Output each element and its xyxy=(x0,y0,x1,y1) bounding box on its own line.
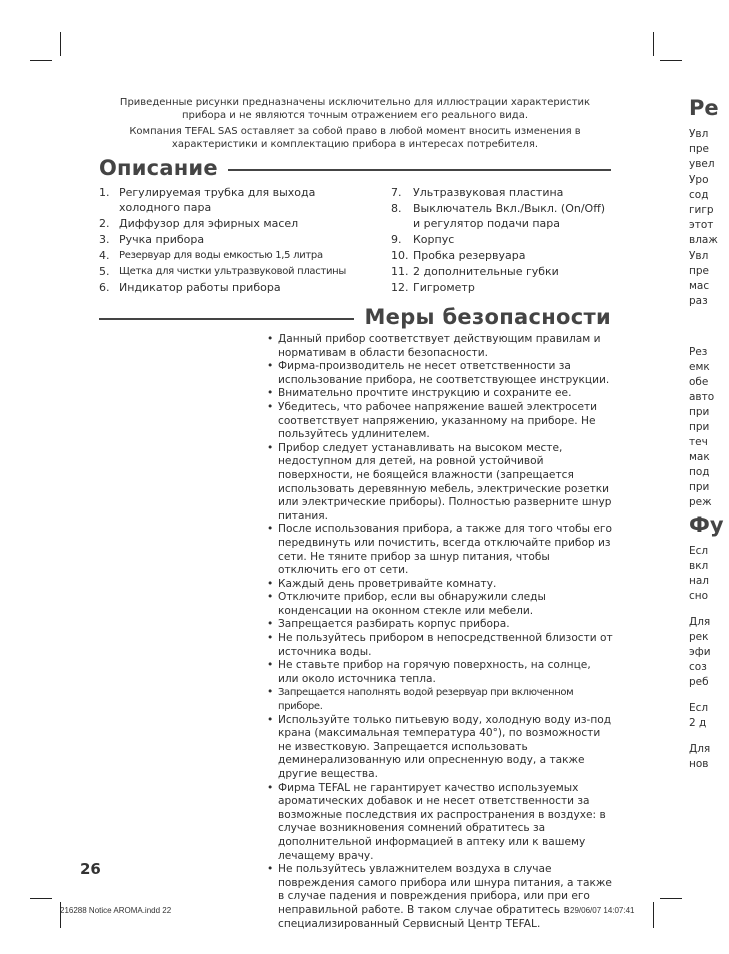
list-item xyxy=(391,201,611,231)
list-item xyxy=(99,280,359,295)
item-number: 8. xyxy=(391,202,402,215)
item-number: 6. xyxy=(99,281,110,294)
safety-text: Не пользуйтесь прибором в непосредственной близости от источника воды. xyxy=(278,632,613,658)
item-text: 2 дополнительные губки xyxy=(413,265,559,278)
next-page-line: 2 д xyxy=(689,717,707,729)
list-item xyxy=(99,264,359,279)
page-number: 26 xyxy=(80,860,101,878)
list-item xyxy=(391,248,611,263)
list-item xyxy=(99,232,359,247)
next-page-line: мак xyxy=(689,451,710,463)
safety-item xyxy=(267,618,613,632)
item-text: Гигрометр xyxy=(413,281,475,294)
heading-rule xyxy=(99,318,354,320)
next-page-line: рек xyxy=(689,631,709,643)
next-page-line: нов xyxy=(689,758,709,770)
next-page-line: увел xyxy=(689,158,715,170)
next-page-line: Увл xyxy=(689,250,709,262)
safety-text: Запрещается разбирать корпус прибора. xyxy=(278,618,510,631)
safety-item xyxy=(267,782,613,864)
safety-item xyxy=(267,578,613,592)
safety-title: Меры безопасности xyxy=(364,305,611,329)
item-text: Пробка резервуара xyxy=(413,249,526,262)
item-number: 11. xyxy=(391,265,409,278)
safety-text: Не ставьте прибор на горячую поверхность, на солнце, или около источника тепла. xyxy=(278,659,591,685)
safety-list xyxy=(267,333,613,931)
safety-text: Фирма-производитель не несет ответственности за использование прибора, не соответствующее инструкции. xyxy=(278,360,610,386)
safety-text: Данный прибор соответствует действующим правилам и нормативам в области безопасности. xyxy=(278,333,601,359)
next-page-line: эфи xyxy=(689,646,711,658)
bullet-icon: • xyxy=(267,863,274,876)
safety-item xyxy=(267,632,613,659)
item-text: Корпус xyxy=(413,233,455,246)
next-page-line: Есл xyxy=(689,702,709,714)
safety-text: Внимательно прочтите инструкцию и сохраните ее. xyxy=(278,387,572,400)
item-text: Щетка для чистки ультразвуковой пластины xyxy=(119,266,347,277)
next-page-line: этот xyxy=(689,219,714,231)
next-page-line: нал xyxy=(689,575,710,587)
list-item xyxy=(391,264,611,279)
crop-mark xyxy=(660,60,682,61)
next-page-line: при xyxy=(689,421,710,433)
safety-text: Убедитесь, что рабочее напряжение вашей электросети соответствует напряжению, указанному на приборе. Не пользуйтесь удлинителем. xyxy=(278,400,598,441)
parts-list-left xyxy=(99,185,359,296)
next-page-line: теч xyxy=(689,436,708,448)
safety-item xyxy=(267,659,613,686)
next-page-line: сод xyxy=(689,189,709,201)
item-number: 9. xyxy=(391,233,402,246)
next-page-line: Рез xyxy=(689,346,708,358)
next-page-line: влаж xyxy=(689,234,718,246)
next-page-line: мас xyxy=(689,280,710,292)
item-number: 10. xyxy=(391,249,409,262)
bullet-icon: • xyxy=(267,713,274,726)
safety-item xyxy=(267,360,613,387)
next-page-line: раз xyxy=(689,295,708,307)
bullet-icon: • xyxy=(267,360,274,373)
next-page-line: сно xyxy=(689,590,709,602)
next-page-line: Для xyxy=(689,616,711,628)
item-text: Резервуар для воды емкостью 1,5 литра xyxy=(119,250,323,261)
item-text: Регулируемая трубка для выхода холодного пара xyxy=(119,186,316,214)
item-number: 4. xyxy=(99,249,110,262)
safety-text: Каждый день проветривайте комнату. xyxy=(278,577,497,590)
item-text: Выключатель Вкл./Выкл. (On/Off) и регулятор подачи пара xyxy=(413,202,606,230)
bullet-icon: • xyxy=(267,591,274,604)
crop-mark xyxy=(660,898,682,899)
next-page-line: реж xyxy=(689,496,712,508)
bullet-icon: • xyxy=(267,659,274,672)
crop-mark xyxy=(30,898,52,899)
footer-timestamp: 29/06/07 14:07:41 xyxy=(570,906,635,915)
item-text: Ручка прибора xyxy=(119,233,205,246)
next-page-line: при xyxy=(689,406,710,418)
safety-text: Прибор следует устанавливать на высоком месте, недоступном для детей, на ровной устойчивой поверхности, не боящейся влажности (запрещается использовать деревянную мебель, электрические розетки или электрические приборы). Полностью разверните шнур питания. xyxy=(278,441,612,522)
next-page-line: при xyxy=(689,481,710,493)
next-page-line: Есл xyxy=(689,545,709,557)
item-number: 1. xyxy=(99,186,110,199)
item-text: Индикатор работы прибора xyxy=(119,281,281,294)
intro-line-2: Компания TEFAL SAS оставляет за собой право в любой момент вносить изменения в характеристики и комплектацию прибора в интересах потребителя. xyxy=(129,126,581,150)
safety-item xyxy=(267,442,613,524)
next-page-line: Увл xyxy=(689,128,709,140)
safety-item xyxy=(267,714,613,782)
safety-item xyxy=(267,401,613,442)
item-text: Ультразвуковая пластина xyxy=(413,186,564,199)
safety-item xyxy=(267,686,613,713)
safety-text: Фирма TEFAL не гарантирует качество используемых ароматических добавок и не несет ответственности за возможные последствия их распространения в воздухе: в случае возникновения сомнений обратитесь за дополнительной информацией в аптеку или к вашему лечащему врачу. xyxy=(278,781,606,862)
safety-item xyxy=(267,863,613,931)
bullet-icon: • xyxy=(267,577,274,590)
safety-text: Используйте только питьевую воду, холодную воду из-под крана (максимальная температура 40°), по возможности не известковую. Запрещается использовать деминерализованную или опресненную воду, а также другие вещества. xyxy=(278,713,612,780)
next-page-line: емк xyxy=(689,361,710,373)
bullet-icon: • xyxy=(267,333,274,345)
list-item xyxy=(99,185,359,215)
item-number: 3. xyxy=(99,233,110,246)
list-item xyxy=(99,248,359,263)
bullet-icon: • xyxy=(267,441,274,454)
crop-mark xyxy=(653,902,654,928)
list-item xyxy=(391,232,611,247)
bullet-icon: • xyxy=(267,781,274,794)
next-page-line: пре xyxy=(689,265,709,277)
list-item xyxy=(391,185,611,200)
safety-text: Запрещается наполнять водой резервуар при включенном приборе. xyxy=(278,687,574,713)
item-number: 2. xyxy=(99,217,110,230)
description-heading xyxy=(99,153,611,183)
item-number: 12. xyxy=(391,281,409,294)
next-page-heading: Ре xyxy=(689,96,719,120)
bullet-icon: • xyxy=(267,618,274,631)
next-page-line: Уро xyxy=(689,174,709,186)
intro-notice xyxy=(100,96,610,154)
intro-line-1: Приведенные рисунки предназначены исключительно для иллюстрации характеристик прибора и не являются точным отражением его реального вида. xyxy=(119,97,591,121)
next-page-line: обе xyxy=(689,376,709,388)
crop-mark xyxy=(653,32,654,56)
next-page-line: авто xyxy=(689,391,715,403)
next-page-heading: Фу xyxy=(689,513,724,537)
next-page-line: Для xyxy=(689,743,711,755)
crop-mark xyxy=(30,60,52,61)
next-page-line: гигр xyxy=(689,204,714,216)
next-page-line: соз xyxy=(689,661,707,673)
safety-heading xyxy=(99,302,611,332)
description-title: Описание xyxy=(99,156,218,180)
list-item xyxy=(391,280,611,295)
safety-text: Не пользуйтесь увлажнителем воздуха в случае повреждения самого прибора или шнура питания, а также в случае падения и повреждения прибора, или при его неправильной работе. В таком случае обратитесь в специализированный Сервисный Центр TEFAL. xyxy=(278,863,612,930)
next-page-line: пре xyxy=(689,143,709,155)
item-text: Диффузор для эфирных масел xyxy=(119,217,299,230)
crop-mark xyxy=(60,32,61,56)
next-page-line: реб xyxy=(689,676,709,688)
safety-item xyxy=(267,523,613,577)
safety-item xyxy=(267,387,613,401)
bullet-icon: • xyxy=(267,523,274,536)
next-page-line: вкл xyxy=(689,560,709,572)
item-number: 7. xyxy=(391,186,402,199)
safety-text: Отключите прибор, если вы обнаружили следы конденсации на оконном стекле или мебели. xyxy=(278,591,546,617)
parts-list-right xyxy=(391,185,611,296)
safety-item xyxy=(267,333,613,360)
bullet-icon: • xyxy=(267,400,274,413)
item-number: 5. xyxy=(99,265,110,278)
list-item xyxy=(99,216,359,231)
next-page-fragment xyxy=(689,0,729,954)
next-page-line: под xyxy=(689,466,710,478)
bullet-icon: • xyxy=(267,686,274,699)
safety-text: После использования прибора, а также для того чтобы его передвинуть или почистить, всегда отключайте прибор из сети. Не тяните прибор за шнур питания, чтобы отключить его от сети. xyxy=(278,523,612,577)
heading-rule xyxy=(228,169,611,171)
bullet-icon: • xyxy=(267,387,274,400)
footer-file: 216288 Notice AROMA.indd 22 xyxy=(60,906,172,915)
safety-item xyxy=(267,591,613,618)
bullet-icon: • xyxy=(267,632,274,645)
